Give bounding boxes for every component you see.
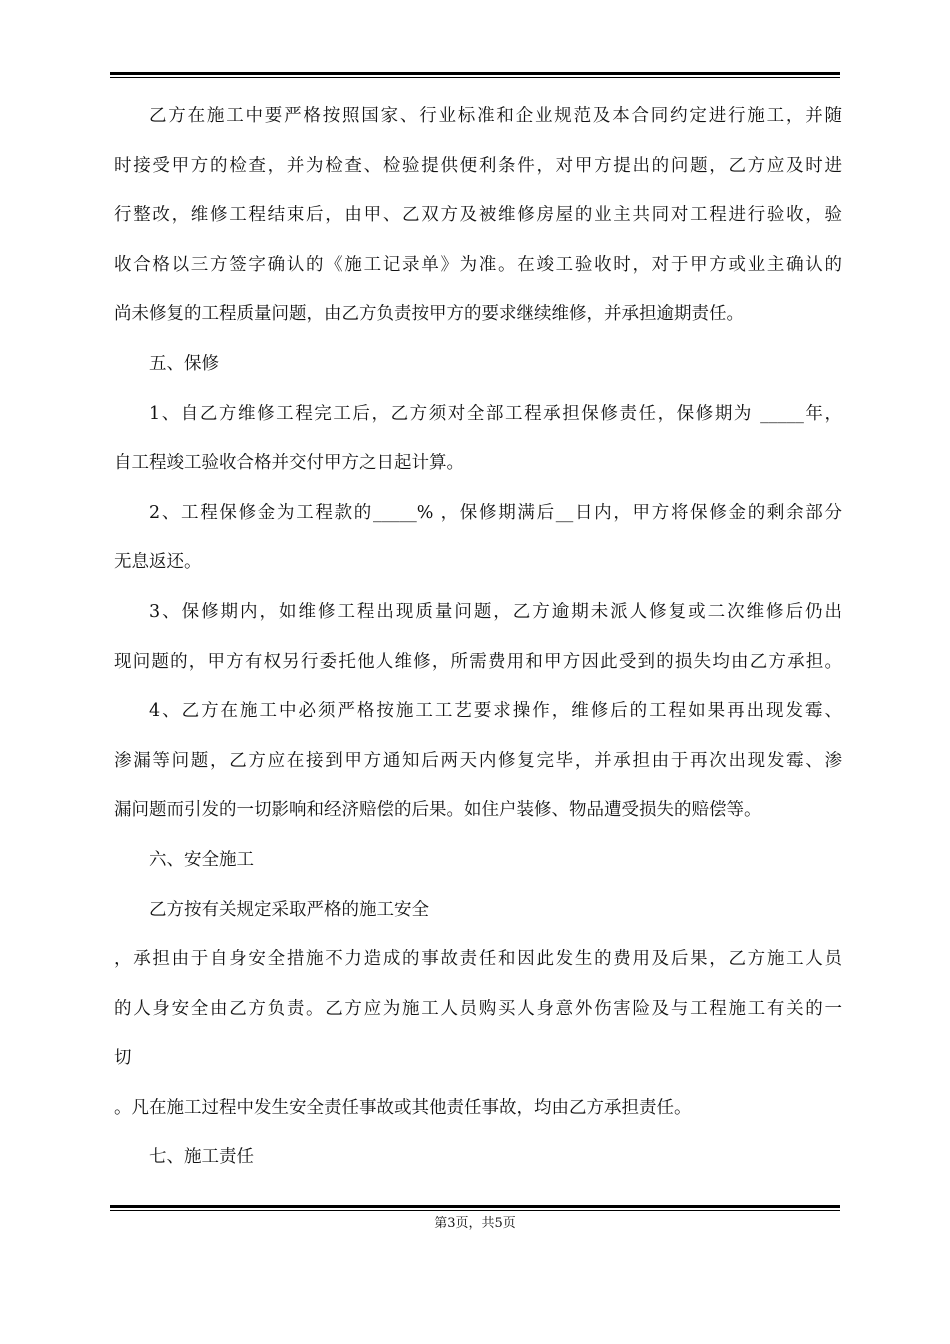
footer-rule-thin [110, 1210, 840, 1211]
paragraph-line: 4、乙方在施工中必须严格按施工工艺要求操作，维修后的工程如果再出现发霉、 [149, 701, 842, 722]
paragraph-line: 乙方按有关规定采取严格的施工安全 [149, 899, 429, 920]
paragraph-line: 行整改，维修工程结束后，由甲、乙双方及被维修房屋的业主共同对工程进行验收，验 [114, 205, 842, 226]
paragraph-line: 漏问题而引发的一切影响和经济赔偿的后果。如住户装修、物品遭受损失的赔偿等。 [114, 800, 762, 821]
paragraph-line: 。凡在施工过程中发生安全责任事故或其他责任事故，均由乙方承担责任。 [114, 1097, 692, 1118]
paragraph-line: 自工程竣工验收合格并交付甲方之日起计算。 [114, 453, 464, 474]
paragraph-line: 的人身安全由乙方负责。乙方应为施工人员购买人身意外伤害险及与工程施工有关的一 [114, 998, 842, 1019]
document-body [114, 92, 842, 1183]
section-heading: 五、保修 [149, 353, 219, 374]
paragraph-line: ，承担由于自身安全措施不力造成的事故责任和因此发生的费用及后果，乙方施工人员 [114, 949, 842, 970]
paragraph-line: 无息返还。 [114, 552, 202, 573]
section-heading: 六、安全施工 [149, 849, 254, 870]
paragraph-line: 2、工程保修金为工程款的_____% ，保修期满后__日内，甲方将保修金的剩余部分 [149, 502, 842, 523]
header-rule [110, 72, 840, 75]
header-rule-thin [110, 77, 840, 78]
footer-rule [110, 1205, 840, 1208]
paragraph-line: 时接受甲方的检查，并为检查、检验提供便利条件，对甲方提出的问题，乙方应及时进 [114, 155, 842, 176]
paragraph-line: 切 [114, 1048, 132, 1069]
paragraph-line: 乙方在施工中要严格按照国家、行业标准和企业规范及本合同约定进行施工，并随 [149, 106, 842, 126]
paragraph-line: 尚未修复的工程质量问题，由乙方负责按甲方的要求继续维修，并承担逾期责任。 [114, 304, 744, 325]
paragraph-line: 3、保修期内，如维修工程出现质量问题，乙方逾期未派人修复或二次维修后仍出 [149, 601, 842, 622]
paragraph-line: 收合格以三方签字确认的《施工记录单》为准。在竣工验收时，对于甲方或业主确认的 [114, 254, 842, 275]
paragraph-line: 现问题的，甲方有权另行委托他人维修，所需费用和甲方因此受到的损失均由乙方承担。 [114, 651, 842, 672]
page-number: 第3页，共5页 [434, 1216, 516, 1231]
paragraph-line: 1、自乙方维修工程完工后，乙方须对全部工程承担保修责任，保修期为 _____年， [149, 403, 842, 424]
paragraph-line: 渗漏等问题，乙方应在接到甲方通知后两天内修复完毕，并承担由于再次出现发霉、渗 [114, 750, 842, 771]
section-heading: 七、施工责任 [149, 1147, 254, 1168]
